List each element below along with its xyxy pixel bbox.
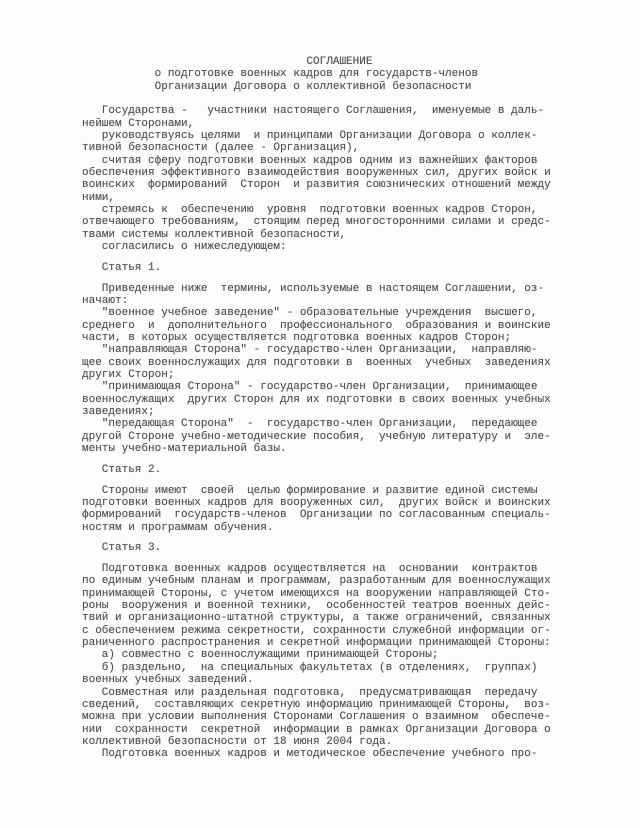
document-line: "принимающая Сторона" - государство-член Организации, принимающее xyxy=(82,381,538,394)
document-line: начают: xyxy=(82,294,129,307)
document-line: Совместная или раздельная подготовка, предусматривающая передачу xyxy=(82,686,538,699)
article-heading xyxy=(82,262,551,274)
document-line: по единым учебным планам и программам, разработанным для военнослужащих xyxy=(82,575,551,588)
document-line: воинских формирований Сторон и развития союзнических отношений между xyxy=(82,179,551,192)
document-line: "направляющая Сторона" - государство-член Организации, направляю- xyxy=(82,344,538,357)
document-line: военных учебных заведений. xyxy=(82,674,254,687)
document-line: стремясь к обеспечению уровня подготовки военных кадров Сторон, xyxy=(82,204,538,217)
document-line: менты учебно-материальной базы. xyxy=(82,443,287,456)
document-line: Статья 3. xyxy=(82,542,162,555)
document-line: формирований государств-членов Организации по согласованным специаль- xyxy=(82,509,551,522)
document-line: с обеспечением режима секретности, сохранности служебной информации ог- xyxy=(82,624,551,637)
document-line: Статья 2. xyxy=(82,463,162,476)
document-line: части, в которых осуществляется подготовка военных кадров Сторон; xyxy=(82,332,512,344)
document-line: раниченного распространения и секретной информации принимающей Стороны: xyxy=(82,637,551,650)
document-line: военнослужащих других Сторон для их подготовки в своих военных учебных xyxy=(82,393,551,406)
document-line: считая сферу подготовки военных кадров одним из важнейших факторов xyxy=(82,154,538,167)
document-line: твами системы коллективной безопасности, xyxy=(82,228,347,241)
document-line: а) совместно с военнослужащими принимающей Стороны; xyxy=(82,649,439,662)
paragraph-block xyxy=(82,105,551,253)
document-line: о подготовке военных кадров для государств-членов xyxy=(82,68,479,81)
document-line: СОГЛАШЕНИЕ xyxy=(82,56,373,68)
document-line: принимающей Стороны, с учетом имеющихся на вооружении направляющей Сто- xyxy=(82,587,551,600)
document-line: других Сторон; xyxy=(82,369,175,382)
document-line: подготовки военных кадров для вооруженных сил, других войск и воинских xyxy=(82,496,551,509)
document-line: Стороны имеют своей целью формирование и развитие единой системы xyxy=(82,484,538,497)
document-line: Организации Договора о коллективной безопасности xyxy=(82,80,472,93)
paragraph-block xyxy=(82,283,551,456)
document-line: сведений, составляющих секретную информацию принимающей Стороны, воз- xyxy=(82,698,551,711)
paragraph-block xyxy=(82,485,551,534)
paragraph-block xyxy=(82,563,551,761)
document-line: согласились о нижеследующем: xyxy=(82,241,287,254)
document-line: роны вооружения и военной техники, особенностей театров военных дейс- xyxy=(82,600,551,613)
document-line: коллективной безопасности от 18 июня 2004 года. xyxy=(82,735,393,748)
document-line: твий и организационно-штатной структуры, а также ограничений, связанных xyxy=(82,612,551,625)
document-line: Государства - участники настоящего Соглашения, именуемые в даль- xyxy=(82,105,545,118)
document-line: нии сохранности секретной информации в рамках Организации Договора о xyxy=(82,723,551,736)
document-line: Статья 1. xyxy=(82,261,162,274)
document-line: б) раздельно, на специальных факультетах (в отделениях, группах) xyxy=(82,661,538,674)
document-line: можна при условии выполнения Сторонами Соглашения о взаимном обеспече- xyxy=(82,711,551,724)
document-line: ними, xyxy=(82,191,116,204)
document-line: руководствуясь целями и принципами Организации Договора о коллек- xyxy=(82,130,538,143)
document-line: отвечающего требованиям, стоящим перед многосторонними силами и средс- xyxy=(82,216,551,229)
document-line: Приведенные ниже термины, используемые в настоящем Соглашении, оз- xyxy=(82,282,545,295)
document-line: тивной безопасности (далее - Организация), xyxy=(82,142,360,155)
document-line: щее своих военнослужащих для подготовки в военных учебных заведениях xyxy=(82,356,551,369)
article-heading xyxy=(82,464,551,476)
document-line: обеспечения эффективного взаимодействия вооруженных сил, других войск и xyxy=(82,167,551,180)
document-title xyxy=(82,56,551,93)
document-line: "передающая Сторона" - государство-член Организации, передающее xyxy=(82,418,538,431)
document-line: Подготовка военных кадров осуществляется на основании контрактов xyxy=(82,563,538,576)
document-line: другой Стороне учебно-методические пособия, учебную литературу и эле- xyxy=(82,430,551,443)
document-line: ностям и программам обучения. xyxy=(82,521,274,534)
document-line: Подготовка военных кадров и методическое обеспечение учебного про- xyxy=(82,748,538,761)
document-line: среднего и дополнительного профессионального образования и воинские xyxy=(82,319,551,332)
document-text xyxy=(82,56,551,761)
document-line: нейшем Сторонами, xyxy=(82,117,195,130)
document-line: "военное учебное заведение" - образовательные учреждения высшего, xyxy=(82,307,538,320)
document-line: заведениях; xyxy=(82,406,155,419)
article-heading xyxy=(82,542,551,554)
